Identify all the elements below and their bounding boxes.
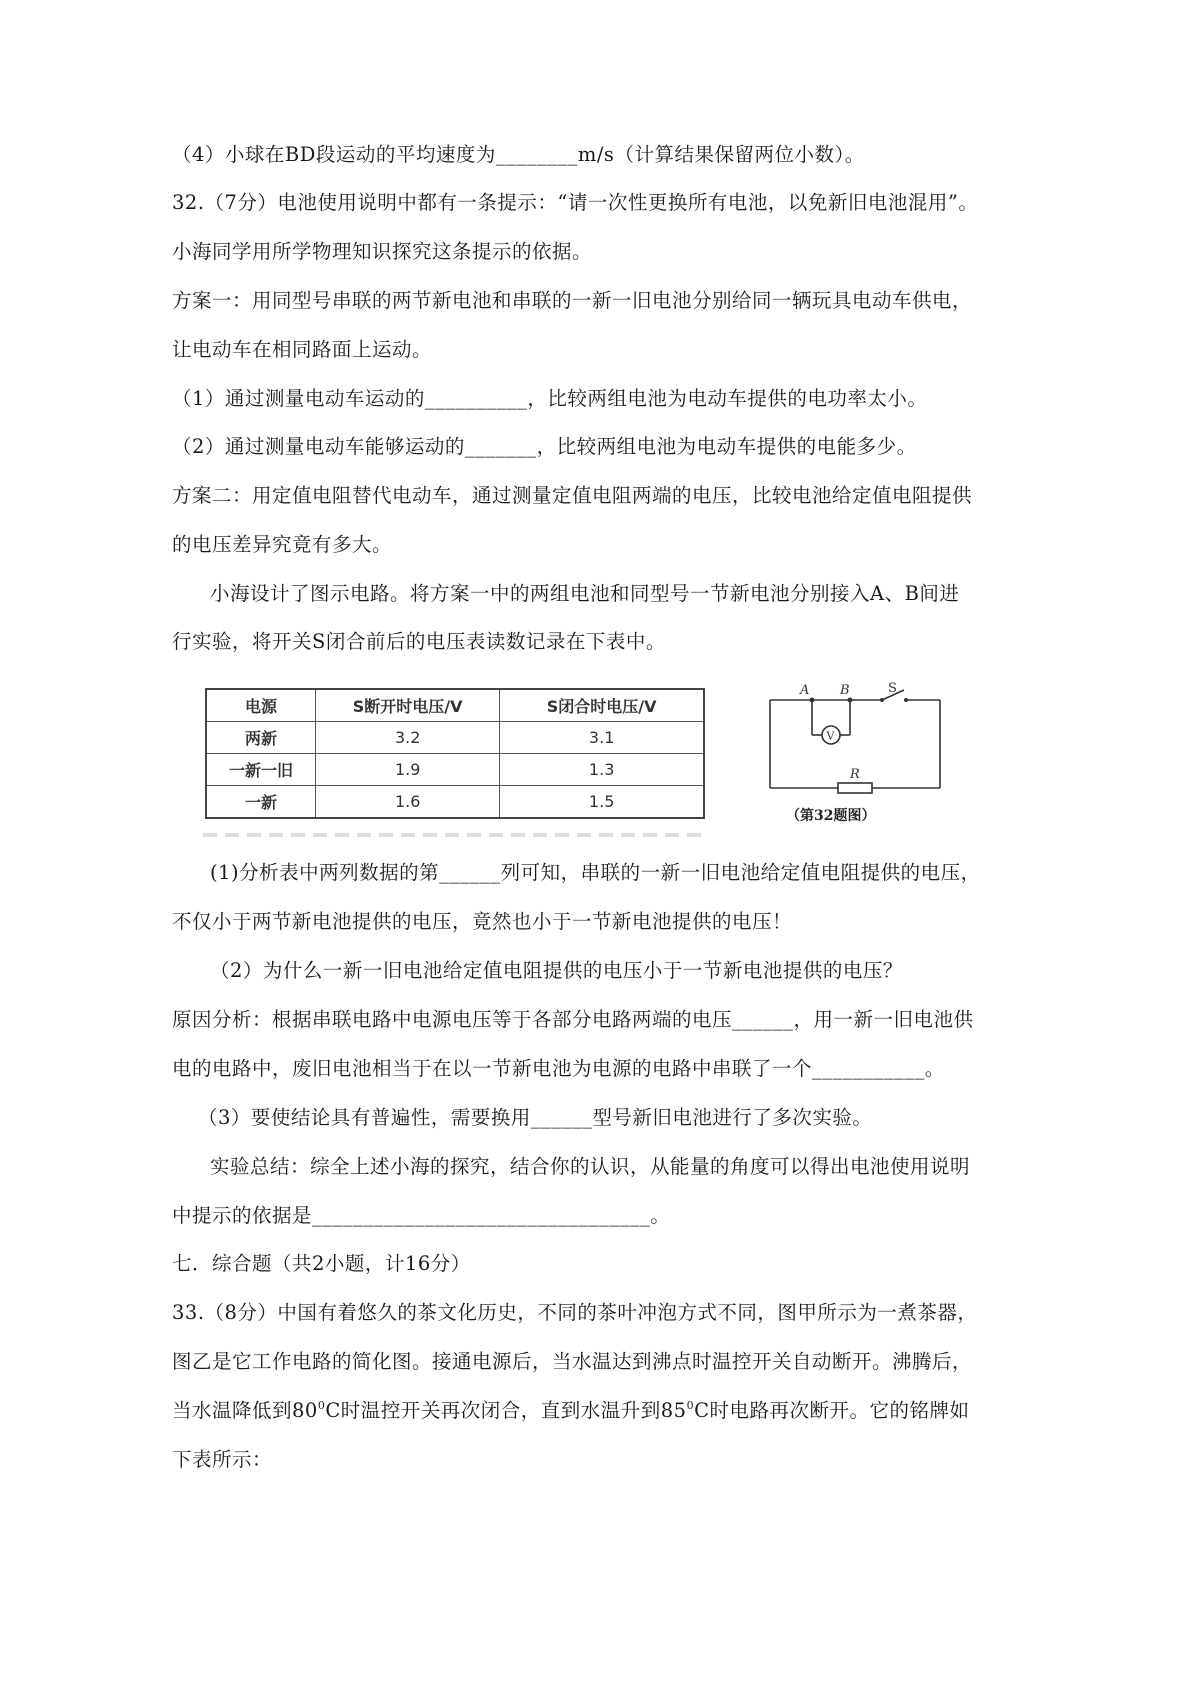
q31-part4-text: （4）小球在BD段运动的平均速度为________m/s（计算结果保留两位小数）。: [172, 143, 865, 166]
reason-analysis-text: 原因分析：根据串联电路中电源电压等于各部分电路两端的电压______，用一新一旧电池供: [172, 1008, 974, 1031]
q32-intro-text: 32.（7分）电池使用说明中都有一条提示：“请一次性更换所有电池，以免新旧电池混用”。: [172, 191, 979, 214]
summary-text-2: 中提示的依据是_________________________________。: [172, 1204, 671, 1227]
voltage-table-figure: [185, 680, 720, 840]
plan-one-text: 方案一：用同型号串联的两节新电池和串联的一新一旧电池分别给同一辆玩具电动车供电，: [172, 289, 973, 312]
circuit-diagram: [760, 680, 950, 840]
label-s: S: [888, 681, 897, 696]
degree-mark: 0: [686, 1399, 695, 1412]
circuit-svg: [760, 680, 950, 840]
analysis-q3-text: （3）要使结论具有普遍性，需要换用______型号新旧电池进行了多次实验。: [198, 1106, 873, 1129]
table-header-cell: 电源: [206, 689, 316, 722]
switch-pivot-dot: [880, 698, 884, 702]
section-seven-heading: 七．综合题（共2小题，计16分）: [172, 1252, 471, 1275]
table-cell: 3.2: [316, 722, 500, 754]
label-a: A: [800, 683, 810, 698]
terminal-b-dot: [848, 698, 853, 703]
q33-temperature-text: [172, 1396, 1022, 1426]
table-row: [206, 786, 704, 819]
plan-one-question-1: （1）通过测量电动车运动的__________，比较两组电池为电动车提供的电功率太小。: [172, 387, 928, 410]
q32-intro-text-2: 小海同学用所学物理知识探究这条提示的依据。: [172, 240, 593, 263]
reason-analysis-text-2: 电的电路中，废旧电池相当于在以一节新电池为电源的电路中串联了一个___________。: [172, 1057, 945, 1080]
degree-mark: 0: [317, 1399, 326, 1412]
table-cell: 1.6: [316, 786, 500, 819]
temp-text-part2: C时温控开关再次闭合，直到水温升到85: [325, 1399, 687, 1422]
table-cell: 一新一旧: [206, 754, 316, 786]
table-header-cell: S断开时电压/V: [316, 689, 500, 722]
table-cell: 1.3: [500, 754, 704, 786]
label-b: B: [840, 683, 850, 698]
temp-text-part1: 当水温降低到80: [172, 1399, 318, 1422]
q33-text: 33.（8分）中国有着悠久的茶文化历史，不同的茶叶冲泡方式不同，图甲所示为一煮茶器，: [172, 1301, 978, 1324]
summary-text: 实验总结：综全上述小海的探究，结合你的认识，从能量的角度可以得出电池使用说明: [210, 1155, 971, 1178]
label-r: R: [850, 767, 860, 782]
terminal-a-dot: [810, 698, 815, 703]
analysis-q2-text: （2）为什么一新一旧电池给定值电阻提供的电压小于一节新电池提供的电压？: [210, 959, 903, 982]
table-cell: 1.9: [316, 754, 500, 786]
plan-one-question-2: （2）通过测量电动车能够运动的_______，比较两组电池为电动车提供的电能多少。: [172, 435, 917, 458]
table-cell: 1.5: [500, 786, 704, 819]
table-cell: 一新: [206, 786, 316, 819]
table-cell: 3.1: [500, 722, 704, 754]
plan-two-text: 方案二：用定值电阻替代电动车，通过测量定值电阻两端的电压，比较电池给定值电阻提供: [172, 484, 973, 507]
plan-two-text-2: 的电压差异究竟有多大。: [172, 533, 393, 556]
analysis-q1-text-2: 不仅小于两节新电池提供的电压，竟然也小于一节新电池提供的电压！: [172, 910, 793, 933]
circuit-design-text: 小海设计了图示电路。将方案一中的两组电池和同型号一节新电池分别接入A、B间进: [210, 582, 960, 605]
circuit-design-text-2: 行实验，将开关S闭合前后的电压表读数记录在下表中。: [172, 630, 666, 653]
switch-contact-dot: [904, 698, 908, 702]
q33-text-2: 图乙是它工作电路的简化图。接通电源后，当水温达到沸点时温控开关自动断开。沸腾后，: [172, 1350, 973, 1373]
q33-text-3: 下表所示：: [172, 1448, 273, 1471]
label-v: V: [826, 729, 835, 743]
voltage-table: [205, 688, 705, 819]
figure-caption: （第32题图）: [786, 808, 876, 824]
table-row: [206, 722, 704, 754]
table-row: [206, 754, 704, 786]
scan-artifact: [203, 833, 708, 837]
table-cell: 两新: [206, 722, 316, 754]
analysis-q1-text: (1)分析表中两列数据的第______列可知，串联的一新一旧电池给定值电阻提供的电压，: [210, 861, 981, 884]
table-header-row: [206, 689, 704, 722]
plan-one-text-2: 让电动车在相同路面上运动。: [172, 338, 433, 361]
resistor-icon: [838, 783, 872, 793]
table-header-cell: S闭合时电压/V: [500, 689, 704, 722]
temp-text-part3: C时电路再次断开。它的铭牌如: [694, 1399, 970, 1422]
